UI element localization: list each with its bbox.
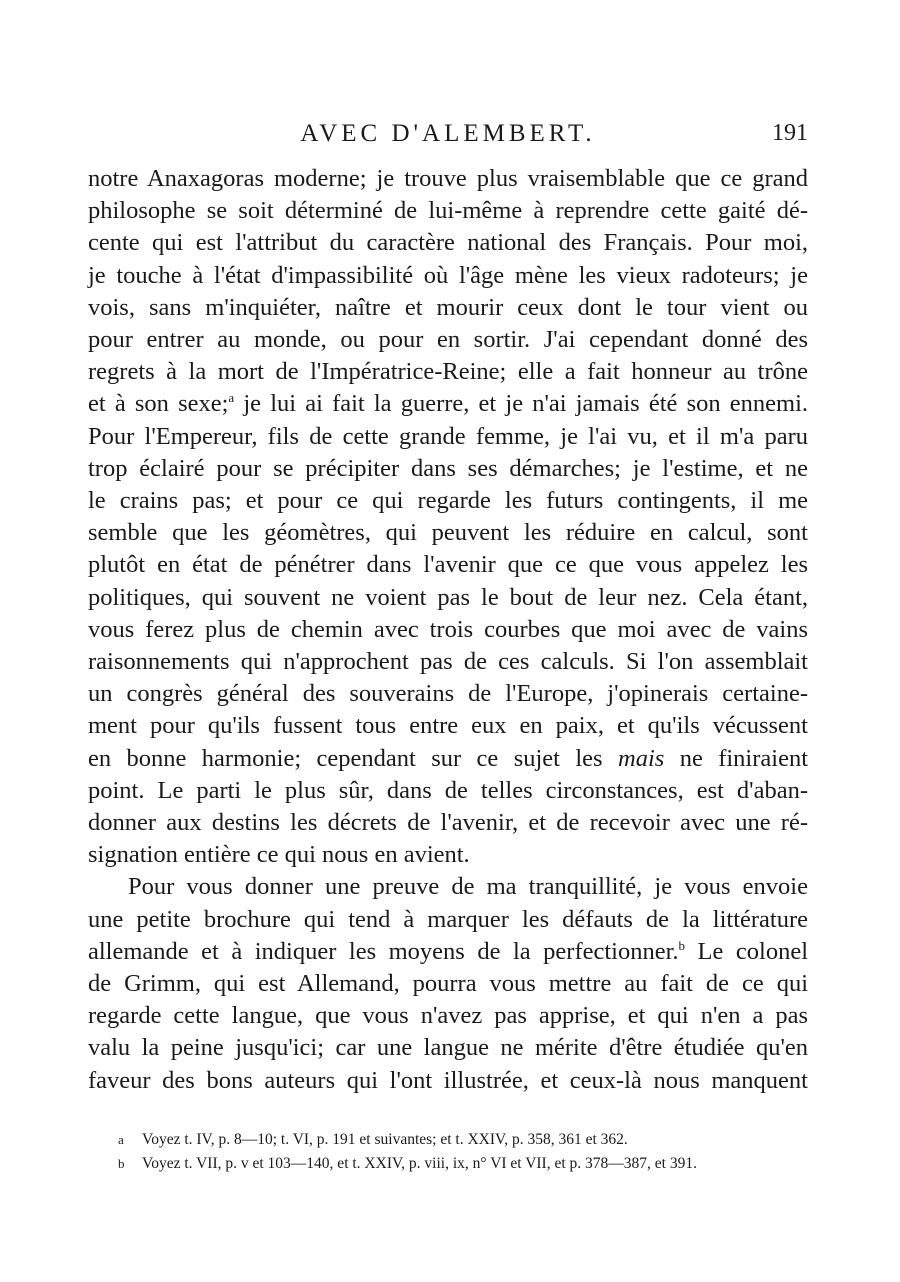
footnotes [118, 1128, 818, 1176]
text-segment: je lui ai fait la guerre, et je n'ai jamais été son ennemi. [234, 390, 809, 418]
text-line: donner aux destins les décrets de l'avenir, et de recevoir avec une ré- [88, 809, 808, 837]
footnote-ref-a: a [228, 390, 235, 406]
text-line: semble que les géomètres, qui peuvent les réduire en calcul, sont [88, 519, 808, 547]
text-line: politiques, qui souvent ne voient pas le bout de leur nez. Cela étant, [88, 583, 808, 611]
footnote-ref-b: b [678, 937, 686, 953]
footnote-mark: a [118, 1132, 124, 1147]
text-segment: allemande et à indiquer les moyens de la perfectionner. [88, 937, 679, 965]
text-line [88, 936, 808, 968]
text-line: je touche à l'état d'impassibilité où l'âge mène les vieux radoteurs; je [88, 261, 808, 289]
text-line: plutôt en état de pénétrer dans l'avenir que ce que vous appelez les [88, 551, 808, 579]
text-line: point. Le parti le plus sûr, dans de telles circonstances, est d'aban- [88, 776, 808, 804]
text-line: Pour l'Empereur, fils de cette grande femme, je l'ai vu, et il m'a paru [88, 422, 808, 450]
footnote-b [118, 1152, 818, 1176]
running-head [88, 120, 808, 154]
running-title: AVEC D'ALEMBERT. [300, 120, 596, 147]
text-line: regarde cette langue, que vous n'avez pas apprise, et qui n'en a pas [88, 1002, 808, 1030]
text-segment: en bonne harmonie; cependant sur ce sujet les [88, 744, 618, 772]
text-line: regrets à la mort de l'Impératrice-Reine; elle a fait honneur au trône [88, 358, 808, 386]
text-line [88, 388, 808, 420]
text-line: de Grimm, qui est Allemand, pourra vous mettre au fait de ce qui [88, 970, 808, 998]
text-line: signation entière ce qui nous en avient. [88, 841, 470, 869]
paragraph-2 [88, 871, 808, 1096]
text-line: faveur des bons auteurs qui l'ont illustrée, et ceux-là nous manquent [88, 1066, 808, 1094]
text-segment: Le colonel [685, 937, 808, 965]
footnote-a [118, 1128, 818, 1152]
text-line: notre Anaxagoras moderne; je trouve plus vraisemblable que ce grand [88, 165, 808, 192]
text-line: vous ferez plus de chemin avec trois courbes que moi avec de vains [88, 615, 808, 643]
text-line: Pour vous donner une preuve de ma tranquillité, je vous envoie [128, 873, 808, 901]
text-segment: et à son sexe; [88, 390, 229, 418]
emphasis-mais: mais [618, 744, 665, 772]
text-line: pour entrer au monde, ou pour en sortir. J'ai cependant donné des [88, 326, 808, 354]
text-line: un congrès général des souverains de l'Europe, j'opinerais certaine- [88, 680, 808, 708]
footnote-text: Voyez t. IV, p. 8—10; t. VI, p. 191 et suivantes; et t. XXIV, p. 358, 361 et 362. [142, 1131, 628, 1148]
text-line: le crains pas; et pour ce qui regarde les futurs contingents, il me [88, 487, 808, 515]
paragraph-1 [88, 163, 808, 871]
text-line: trop éclairé pour se précipiter dans ses démarches; je l'estime, et ne [88, 454, 808, 482]
text-line: une petite brochure qui tend à marquer les défauts de la littérature [88, 905, 808, 933]
text-segment: ne finiraient [664, 744, 809, 772]
text-line: ment pour qu'ils fussent tous entre eux en paix, et qu'ils vécussent [88, 712, 808, 740]
page-number: 191 [772, 120, 808, 146]
text-line: philosophe se soit déterminé de lui-même à reprendre cette gaité dé- [88, 197, 808, 225]
body-text [88, 163, 808, 1097]
footnote-text: Voyez t. VII, p. v et 103—140, et t. XXIV, p. viii, ix, n° VI et VII, et p. 378—387, et 391. [142, 1155, 697, 1172]
text-line: raisonnements qui n'approchent pas de ces calculs. Si l'on assemblait [88, 648, 808, 676]
text-line [88, 743, 808, 775]
text-line: valu la peine jusqu'ici; car une langue ne mérite d'être étudiée qu'en [88, 1034, 808, 1062]
text-line: vois, sans m'inquiéter, naître et mourir ceux dont le tour vient ou [88, 293, 808, 321]
text-line: cente qui est l'attribut du caractère national des Français. Pour moi, [88, 229, 808, 257]
footnote-mark: b [118, 1156, 125, 1171]
